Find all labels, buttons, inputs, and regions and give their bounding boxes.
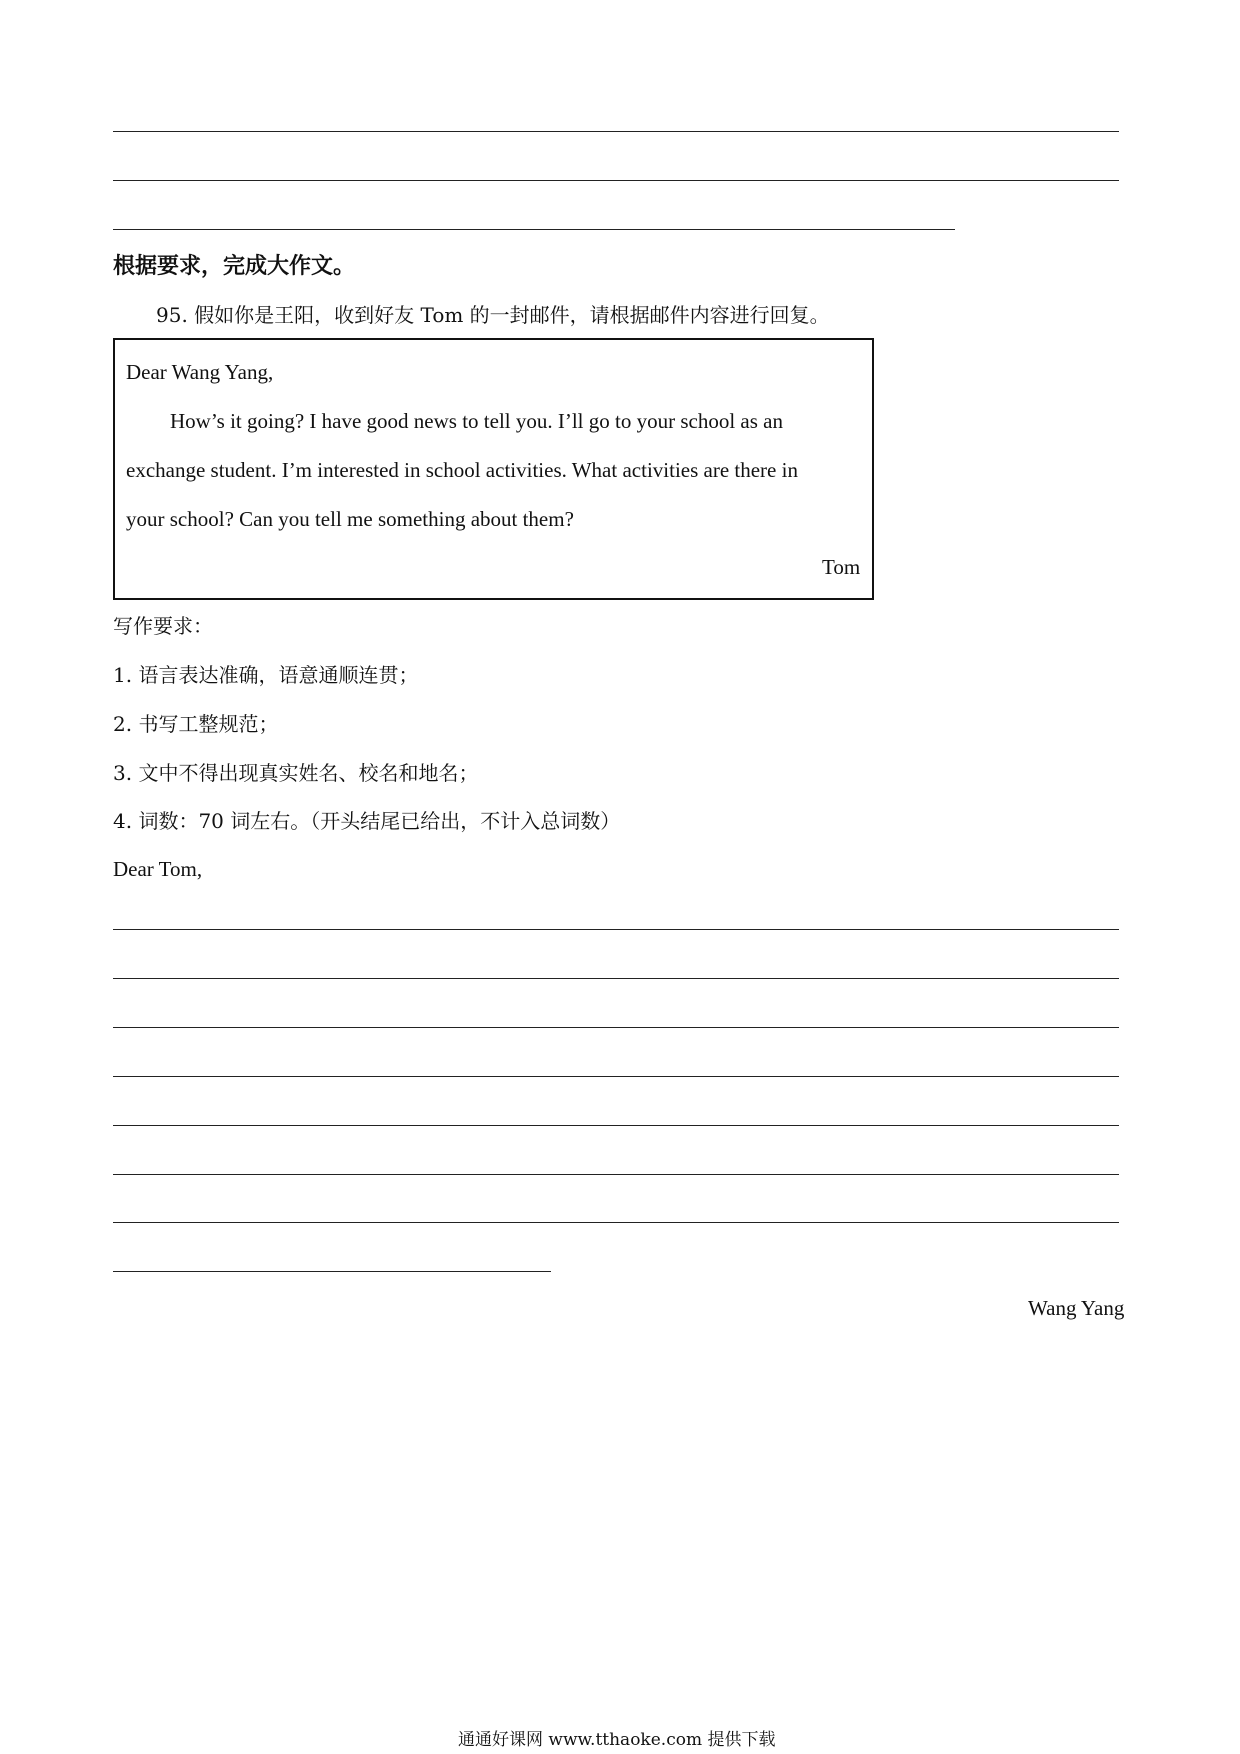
reply-signature: Wang Yang <box>1028 1296 1125 1320</box>
answer-line[interactable] <box>113 1174 1119 1175</box>
answer-line[interactable] <box>113 1222 1119 1223</box>
answer-line[interactable] <box>113 978 1119 979</box>
requirement-item: 3. 文中不得出现真实姓名、校名和地名； <box>113 761 479 785</box>
requirement-item: 4. 词数：70 词左右。（开头结尾已给出，不计入总词数） <box>113 809 621 833</box>
email-body-line: your school? Can you tell me something about them? <box>126 507 574 531</box>
question-text: 假如你是王阳，收到好友 Tom 的一封邮件，请根据邮件内容进行回复。 <box>194 303 830 327</box>
answer-line[interactable] <box>113 1271 551 1272</box>
answer-line[interactable] <box>113 1027 1119 1028</box>
answer-line[interactable] <box>113 929 1119 930</box>
email-salutation: Dear Wang Yang, <box>126 360 274 384</box>
requirement-item: 2. 书写工整规范； <box>113 712 279 736</box>
answer-line[interactable] <box>113 131 1119 132</box>
requirement-item: 1. 语言表达准确，语意通顺连贯； <box>113 663 419 687</box>
answer-line[interactable] <box>113 1076 1119 1077</box>
page-footer: 通通好课网 www.tthaoke.com 提供下载 <box>458 1730 776 1750</box>
email-signature: Tom <box>822 555 861 579</box>
answer-line[interactable] <box>113 229 955 230</box>
question-prompt <box>156 305 830 325</box>
answer-line[interactable] <box>113 1125 1119 1126</box>
requirements-title: 写作要求： <box>113 614 213 638</box>
reply-salutation: Dear Tom, <box>113 857 203 881</box>
question-number: 95. <box>156 303 188 327</box>
section-heading: 根据要求，完成大作文。 <box>113 254 356 279</box>
email-body-line: exchange student. I’m interested in school activities. What activities are there in <box>126 458 798 482</box>
email-body-line: How’s it going? I have good news to tell you. I’ll go to your school as an <box>170 409 783 433</box>
answer-line[interactable] <box>113 180 1119 181</box>
